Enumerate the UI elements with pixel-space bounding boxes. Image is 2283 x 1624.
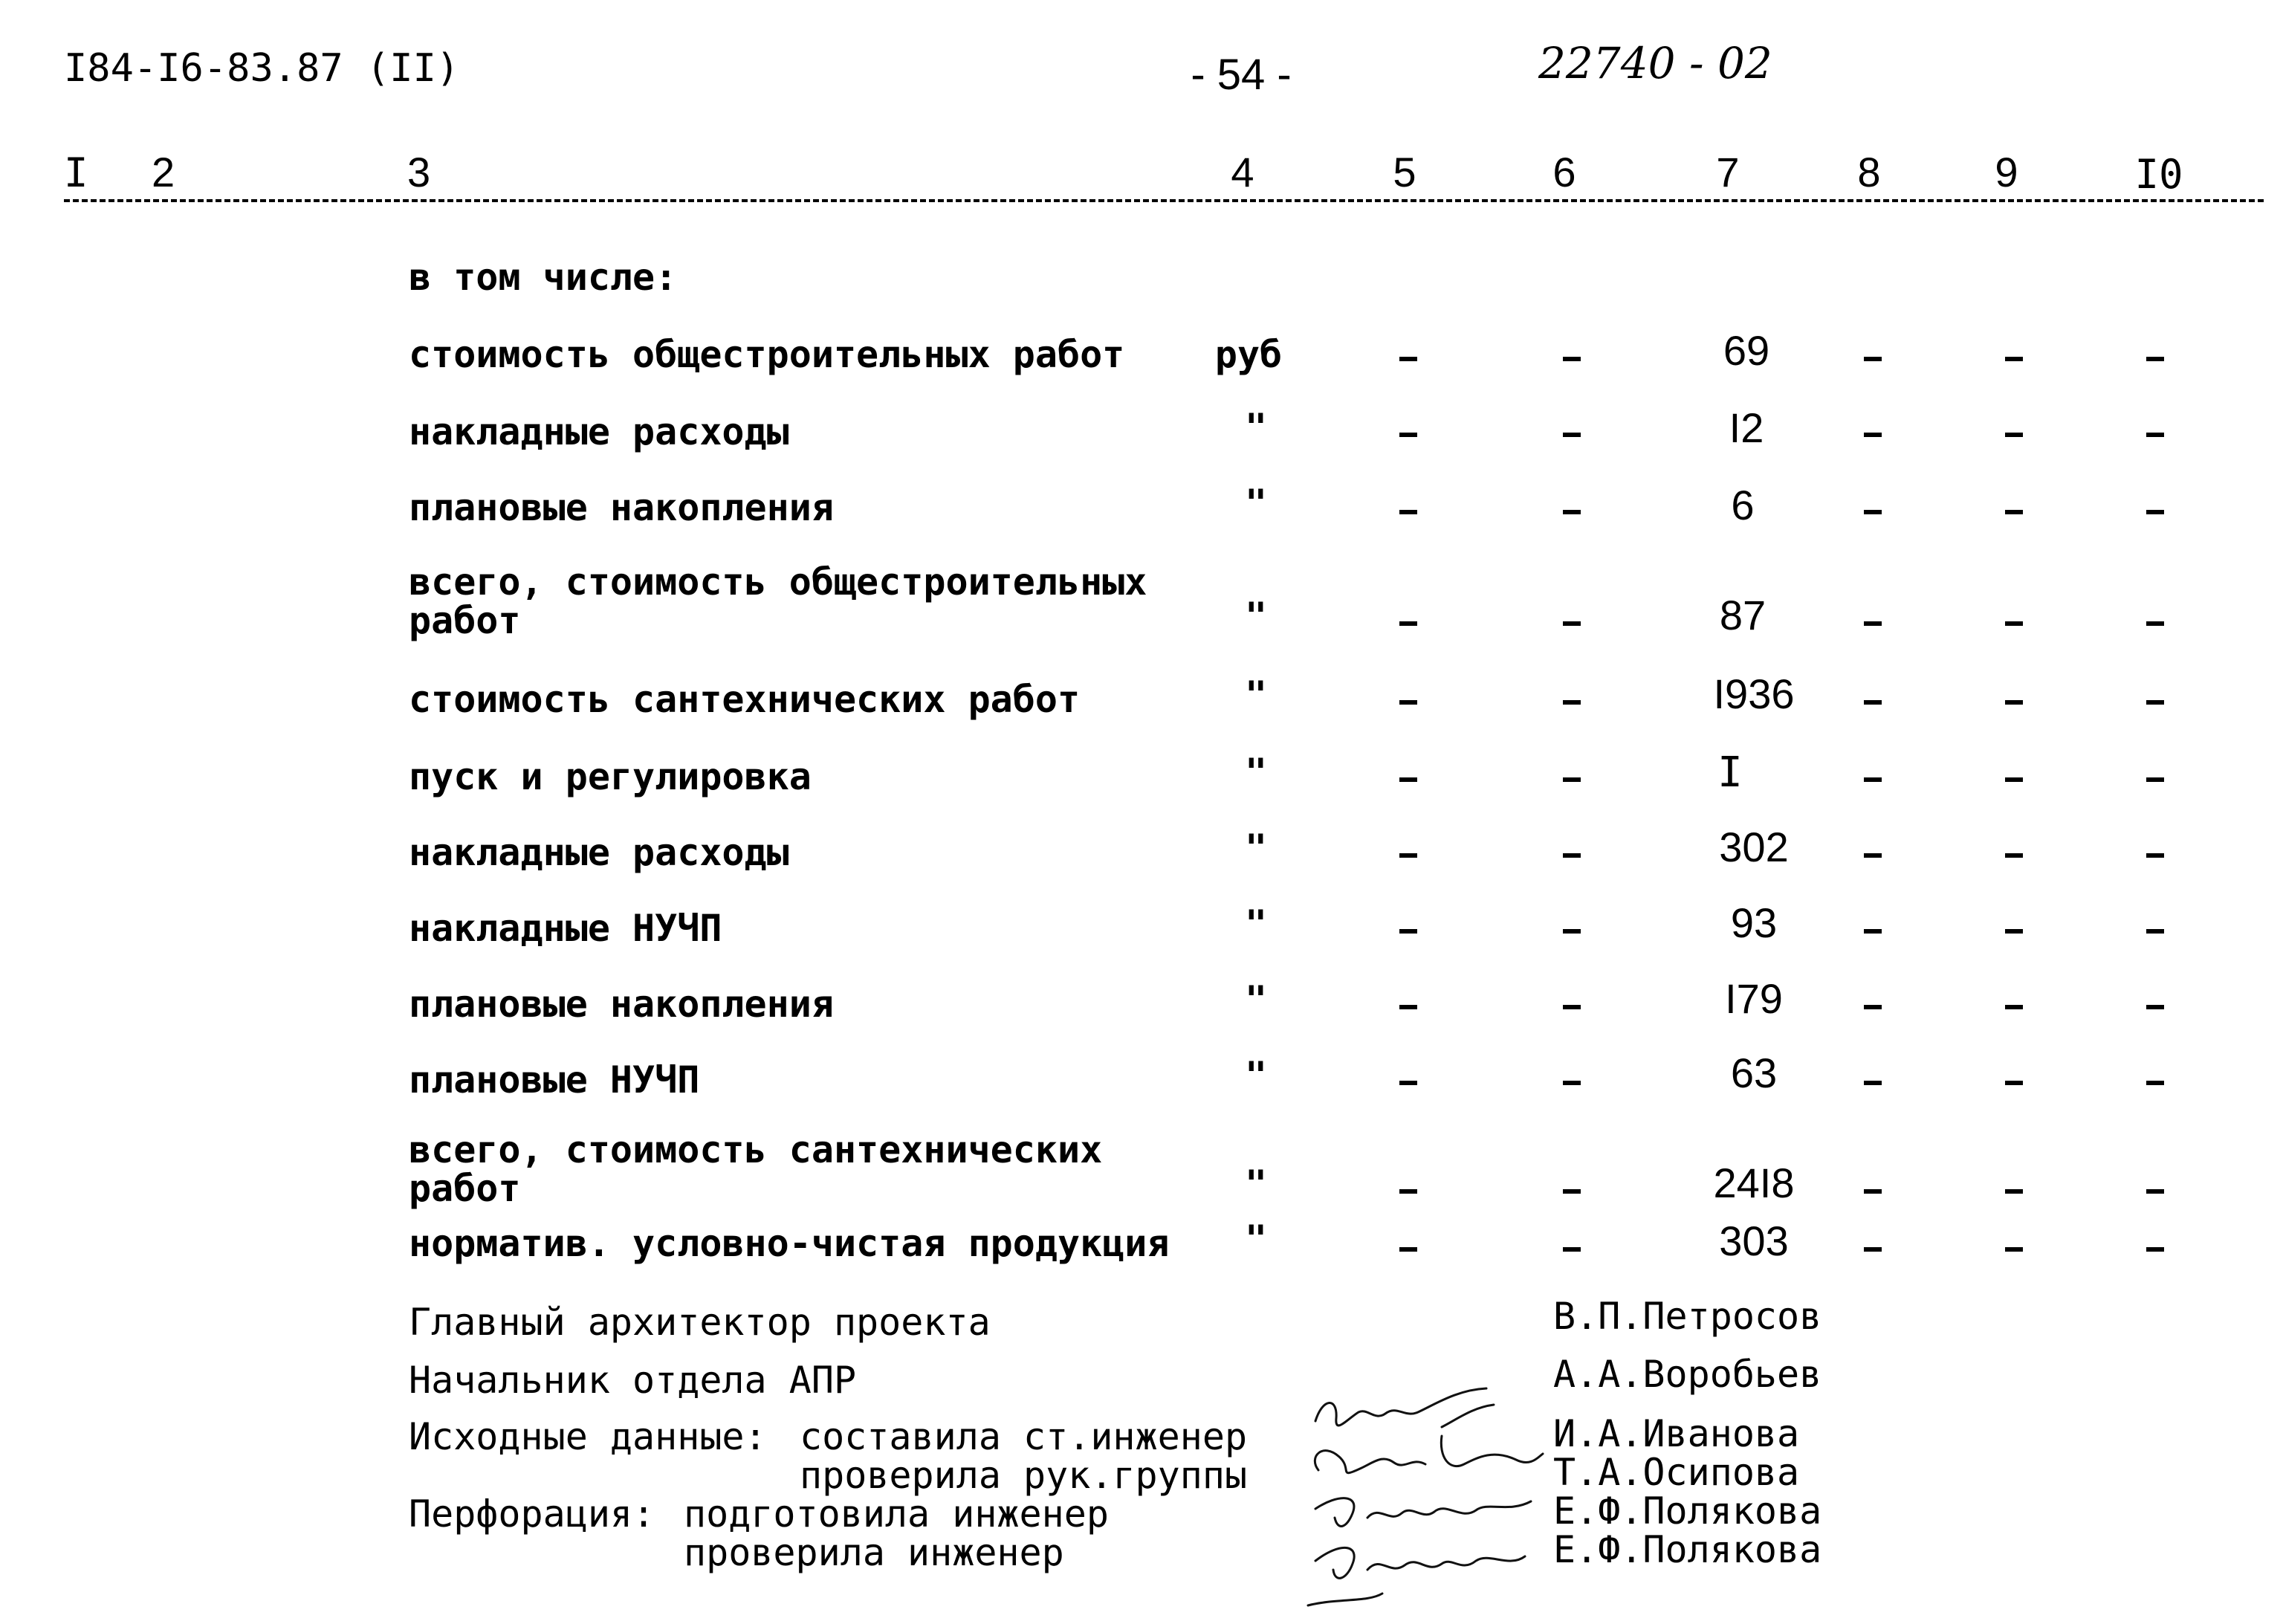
- dept-head-label: Начальник отдела АПР: [409, 1359, 857, 1402]
- row-value-col7: I: [1717, 748, 1743, 797]
- row-unit-ditto: ": [1244, 406, 1268, 449]
- row-dash-col5: [1399, 929, 1417, 934]
- compiled-by-name: И.А.Иванова: [1553, 1412, 1800, 1455]
- row-value-col7: I936: [1713, 670, 1795, 717]
- row-name: плановые накопления: [409, 983, 834, 1026]
- prepared-name: Е.Ф.Полякова: [1553, 1489, 1822, 1533]
- column-header-8: 8: [1857, 149, 1881, 195]
- row-name: стоимость общестроительных работ: [409, 333, 1125, 376]
- row-dash-col9: [2005, 621, 2023, 626]
- signature-ivanova: [1315, 1388, 1494, 1427]
- row-dash-col9: [2005, 1005, 2023, 1009]
- column-header-3: 3: [407, 149, 431, 195]
- column-header-9: 9: [1995, 149, 2018, 195]
- row-dash-col6: [1563, 1081, 1581, 1085]
- column-header-10: I0: [2134, 151, 2183, 198]
- row-dash-col6: [1563, 433, 1581, 437]
- row-dash-col10: [2146, 357, 2164, 361]
- row-dash-col8: [1864, 1005, 1882, 1009]
- source-data-label: Исходные данные:: [409, 1415, 767, 1458]
- column-header-4: 4: [1231, 149, 1254, 195]
- row-name: плановые НУЧП: [409, 1058, 700, 1101]
- row-dash-col8: [1864, 1081, 1882, 1085]
- row-dash-col5: [1399, 433, 1417, 437]
- row-name: всего, стоимость общестроительных: [409, 560, 1147, 604]
- row-value-col7: 69: [1723, 327, 1770, 374]
- row-dash-col9: [2005, 1247, 2023, 1252]
- row-unit-ditto: ": [1244, 595, 1268, 638]
- row-dash-col5: [1399, 700, 1417, 705]
- row-dash-col10: [2146, 510, 2164, 514]
- row-name: всего, стоимость сантехнических: [409, 1128, 1103, 1171]
- row-dash-col6: [1563, 621, 1581, 626]
- row-dash-col10: [2146, 777, 2164, 782]
- column-header-1: I: [64, 149, 88, 196]
- row-unit-ditto: ": [1244, 1162, 1268, 1206]
- row-dash-col9: [2005, 929, 2023, 934]
- perforation-label: Перфорация:: [409, 1492, 655, 1536]
- row-dash-col8: [1864, 1247, 1882, 1252]
- row-unit-ditto: ": [1244, 978, 1268, 1021]
- row-dash-col10: [2146, 1189, 2164, 1194]
- row-value-col7: 303: [1719, 1217, 1789, 1264]
- row-dash-col10: [2146, 853, 2164, 858]
- row-dash-col10: [2146, 1081, 2164, 1085]
- row-value-col7: 63: [1730, 1049, 1778, 1096]
- checked-name: Е.Ф.Полякова: [1553, 1528, 1822, 1571]
- column-header-2: 2: [152, 149, 175, 195]
- row-dash-col5: [1399, 1081, 1417, 1085]
- row-dash-col8: [1864, 700, 1882, 705]
- row-dash-col5: [1399, 621, 1417, 626]
- row-dash-col6: [1563, 1189, 1581, 1194]
- row-unit-ditto: ": [1244, 826, 1268, 870]
- row-dash-col5: [1399, 510, 1417, 514]
- row-dash-col8: [1864, 929, 1882, 934]
- row-value-col7: I79: [1725, 975, 1783, 1022]
- row-dash-col5: [1399, 1189, 1417, 1194]
- row-name: пуск и регулировка: [409, 755, 812, 798]
- row-dash-col6: [1563, 929, 1581, 934]
- row-dash-col8: [1864, 621, 1882, 626]
- prepared-role: подготовила инженер: [684, 1492, 1109, 1536]
- row-value-col7: 87: [1719, 592, 1767, 638]
- checked-group-name: Т.А.Осипова: [1553, 1451, 1800, 1494]
- row-name: накладные расходы: [409, 831, 789, 874]
- row-dash-col5: [1399, 853, 1417, 858]
- row-dash-col8: [1864, 433, 1882, 437]
- row-value-col7: 93: [1730, 899, 1778, 946]
- row-value-col7: 302: [1719, 824, 1789, 870]
- row-dash-col10: [2146, 621, 2164, 626]
- row-dash-col5: [1399, 777, 1417, 782]
- row-dash-col9: [2005, 777, 2023, 782]
- checked-role: проверила инженер: [684, 1531, 1064, 1574]
- row-name-continuation: работ: [409, 1167, 521, 1210]
- doc-code: I84-I6-83.87 (II): [64, 46, 460, 91]
- signature-osipova: [1315, 1436, 1543, 1473]
- row-unit: руб: [1214, 333, 1283, 376]
- row-name: норматив. условно-чистая продукция: [409, 1222, 1170, 1265]
- signature-polyakova-1: [1315, 1498, 1531, 1527]
- row-dash-col6: [1563, 510, 1581, 514]
- row-dash-col8: [1864, 777, 1882, 782]
- column-header-5: 5: [1393, 149, 1416, 195]
- row-unit-ditto: ": [1244, 1054, 1268, 1097]
- row-dash-col6: [1563, 777, 1581, 782]
- row-unit-ditto: ": [1244, 482, 1268, 525]
- row-unit-ditto: ": [1244, 751, 1268, 794]
- row-dash-col8: [1864, 357, 1882, 361]
- section-title: в том числе:: [409, 256, 678, 299]
- row-dash-col5: [1399, 1005, 1417, 1009]
- row-dash-col6: [1563, 853, 1581, 858]
- row-dash-col9: [2005, 510, 2023, 514]
- row-dash-col6: [1563, 1005, 1581, 1009]
- checked-group-role: проверила рук.группы: [800, 1454, 1248, 1497]
- row-dash-col9: [2005, 700, 2023, 705]
- row-dash-col5: [1399, 357, 1417, 361]
- row-unit-ditto: ": [1244, 902, 1268, 945]
- row-dash-col10: [2146, 1005, 2164, 1009]
- row-dash-col9: [2005, 357, 2023, 361]
- row-name-continuation: работ: [409, 599, 521, 642]
- column-header-7: 7: [1716, 149, 1740, 195]
- row-dash-col9: [2005, 1189, 2023, 1194]
- row-unit-ditto: ": [1244, 1217, 1268, 1261]
- row-dash-col6: [1563, 700, 1581, 705]
- row-name: стоимость сантехнических работ: [409, 678, 1081, 721]
- row-dash-col8: [1864, 510, 1882, 514]
- row-dash-col6: [1563, 1247, 1581, 1252]
- row-dash-col9: [2005, 853, 2023, 858]
- row-name: накладные НУЧП: [409, 907, 722, 950]
- compiled-by-role: составила ст.инженер: [800, 1415, 1248, 1458]
- signature-polyakova-2: [1308, 1547, 1525, 1605]
- chief-architect-label: Главный архитектор проекта: [409, 1301, 991, 1344]
- row-value-col7: 6: [1731, 482, 1755, 528]
- row-dash-col10: [2146, 929, 2164, 934]
- row-value-col7: I2: [1729, 404, 1764, 451]
- row-unit-ditto: ": [1244, 673, 1268, 716]
- row-dash-col9: [2005, 1081, 2023, 1085]
- row-dash-col5: [1399, 1247, 1417, 1252]
- row-dash-col8: [1864, 853, 1882, 858]
- header-dashed-rule: [64, 199, 2264, 202]
- chief-architect-name: В.П.Петросов: [1553, 1295, 1822, 1338]
- row-dash-col10: [2146, 700, 2164, 705]
- row-name: накладные расходы: [409, 410, 789, 453]
- dept-head-name: А.А.Воробьев: [1553, 1353, 1822, 1396]
- row-value-col7: 24I8: [1713, 1159, 1795, 1206]
- handwritten-document-number: 22740 - 02: [1538, 38, 1772, 88]
- column-header-6: 6: [1552, 149, 1576, 195]
- row-dash-col8: [1864, 1189, 1882, 1194]
- handwritten-signatures: [1293, 1382, 1546, 1620]
- row-dash-col10: [2146, 1247, 2164, 1252]
- page-number: - 54 -: [1191, 51, 1292, 99]
- row-name: плановые накопления: [409, 486, 834, 529]
- row-dash-col9: [2005, 433, 2023, 437]
- row-dash-col6: [1563, 357, 1581, 361]
- row-dash-col10: [2146, 433, 2164, 437]
